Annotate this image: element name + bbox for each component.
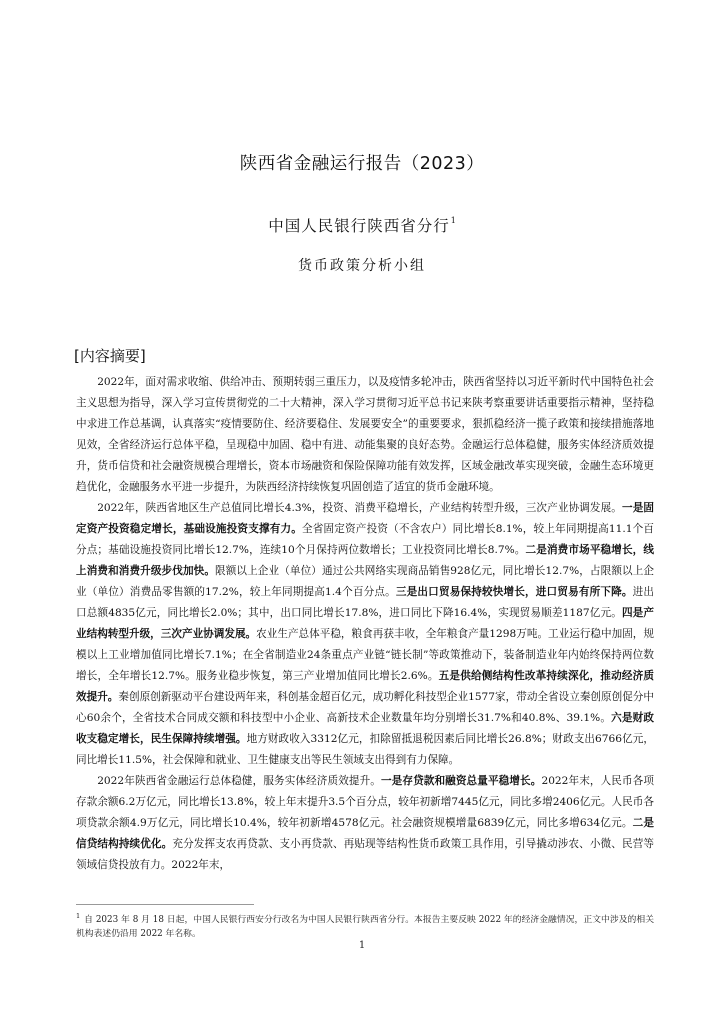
paragraph-text: 2022年末，人民币各项存款余额6.2万亿元，同比增长13.8%，较上年末提升3.5个百分点，较年初新增7445亿元，同比多增2406亿元。人民币各项贷款余额4.9万亿元，同比增长10.4%，较年初新增4578亿元。社会融资规模增量6839亿元，同比多增634亿元。 [76, 775, 654, 829]
key-point-heading: 二是信贷结构持续优化。 [76, 817, 655, 850]
paragraph-text: 全省固定资产投资（不含农户）同比增长8.1%，较上年同期提高11.1个百分点；基础设施投资同比增长12.7%，连续10个月保持两位数增长；工业投资同比增长8.7%。 [76, 523, 654, 556]
paragraph-text: 地方财政收入3312亿元，扣除留抵退税因素后同比增长26.8%；财政支出6766亿元，同比增长11.5%，社会保障和就业、卫生健康支出等民生领域支出得到有力保障。 [76, 733, 654, 766]
paragraph-text: 限额以上企业（单位）通过公共网络实现商品销售928亿元，同比增长12.7%，占限额以上企业（单位）消费品零售额的17.2%，较上年同期提高1.4个百分点。 [76, 565, 655, 598]
document-author [0, 214, 724, 236]
author-name: 中国人民银行陕西省分行 [268, 217, 450, 235]
summary-body [76, 372, 654, 876]
paragraph-text: 2022年，陕西省地区生产总值同比增长4.3%，投资、消费平稳增长，产业结构转型升级，三次产业协调发展。 [97, 502, 623, 514]
paragraph-text: 进出口总额4835亿元，同比增长2.0%；其中，出口同比增长17.8%，进口同比下降16.4%，实现贸易顺差1187亿元。 [76, 586, 655, 619]
paragraph-text: 充分发挥支农再贷款、支小再贷款、再贴现等结构性货币政策工具作用，引导撬动涉农、小微、民营等领域信贷投放有力。2022年末， [76, 838, 655, 871]
footnote-text: 自 2023 年 8 月 18 日起，中国人民银行西安分行改名为中国人民银行陕西省分行。本报告主要反映 2022 年的经济金融情况，正文中涉及的相关机构表述仍沿用 2022 年名称。 [76, 915, 654, 939]
key-point-heading: 六是财政收支稳定增长，民生保障持续增强。 [76, 712, 654, 745]
key-point-heading: 一是存贷款和融资总量平稳增长。 [380, 775, 542, 787]
summary-paragraph-3 [76, 771, 654, 876]
paragraph-text: 农业生产总体平稳，粮食再获丰收，全年粮食产量1298万吨。工业运行稳中加固，规模以上工业增加值同比增长7.1%；在全省制造业24条重点产业链“链长制”等政策推动下，装备制造业年内始终保持两位数增长，全年增长12.7%。服务业稳步恢复，第三产业增加值同比增长2.6%。 [76, 628, 654, 682]
footnote-separator [76, 904, 254, 905]
key-point-heading: 一是固定资产投资稳定增长，基础设施投资支撑有力。 [76, 502, 655, 535]
key-point-heading: 四是产业结构转型升级，三次产业协调发展。 [76, 607, 655, 640]
summary-paragraph-1: 2022年，面对需求收缩、供给冲击、预期转弱三重压力，以及疫情多轮冲击，陕西省坚持以习近平新时代中国特色社会主义思想为指导，深入学习宣传贯彻党的二十大精神，深入学习贯彻习近平总书记来陕考察重要讲话重要指示精神，坚持稳中求进工作总基调，认真落实“疫情要防住、经济要稳住、发展要安全”的重要要求，狠抓稳经济一揽子政策和接续措施落地见效，全省经济运行总体平稳，呈现稳中加固、稳中有进、动能集聚的良好态势。金融运行总体稳健，服务实体经济质效提升，货币信贷和社会融资规模合理增长，资本市场融资和保险保障功能有效发挥，区域金融改革实现突破，金融生态环境更趋优化，金融服务水平进一步提升，为陕西经济持续恢复巩固创造了适宜的货币金融环境。 [76, 376, 654, 493]
section-heading-summary: [内容摘要] [74, 347, 146, 365]
key-point-heading: 二是消费市场平稳增长，线上消费和消费升级步伐加快。 [76, 544, 654, 577]
document-title: 陕西省金融运行报告（2023） [239, 154, 485, 174]
paragraph-text: 2022年陕西省金融运行总体稳健，服务实体经济质效提升。 [97, 775, 381, 787]
footnote [76, 909, 654, 941]
paragraph-text: 秦创原创新驱动平台建设两年来，科创基金超百亿元，成功孵化科技型企业1577家，带动全省设立秦创原创促分中心60余个，全省技术合同成交额和科技型中小企业、高新技术企业数量年均分别增长31.7%和40.8%、39.1%。 [76, 691, 654, 724]
key-point-heading: 五是供给侧结构性改革持续深化，推动经济质效提升。 [76, 670, 654, 703]
key-point-heading: 三是出口贸易保持较快增长，进口贸易有所下降。 [395, 586, 633, 598]
summary-paragraph-2 [76, 498, 654, 771]
footnote-mark: 1 [76, 912, 81, 920]
author-group: 货币政策分析小组 [298, 258, 426, 274]
footnote-reference-mark[interactable]: 1 [450, 216, 456, 225]
page-number: 1 [358, 940, 366, 951]
